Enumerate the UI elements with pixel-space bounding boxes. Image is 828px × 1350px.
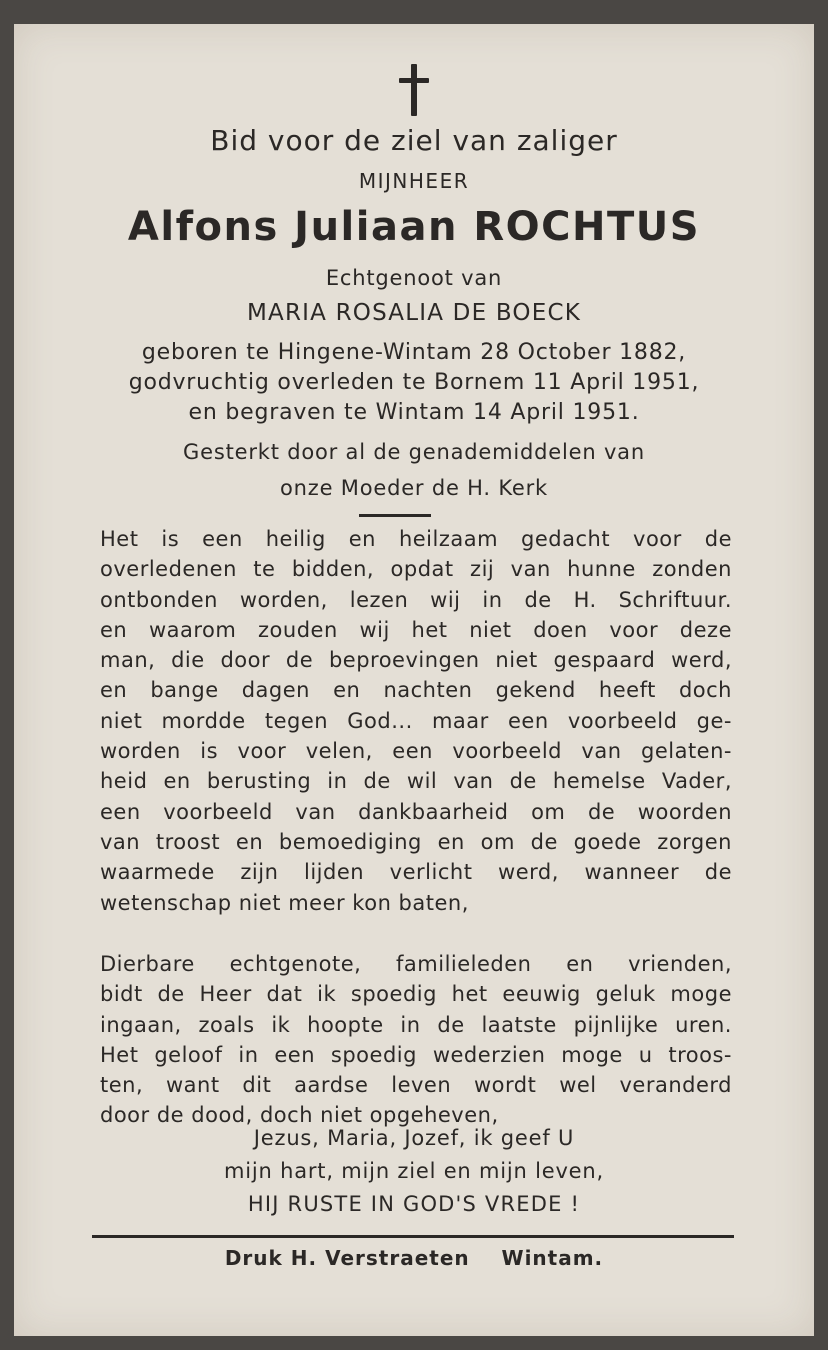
- text-line: ten, want dit aardse leven wordt wel veranderd: [100, 1073, 732, 1098]
- printer-credit: Druk H. Verstraeten Wintam.: [224, 1246, 604, 1270]
- text-line: overledenen te bidden, opdat zij van hunne zonden: [100, 557, 732, 582]
- prayer-line: Bid voor de ziel van zaliger: [210, 124, 618, 157]
- text-line: bidt de Heer dat ik spoedig het eeuwig geluk moge: [100, 982, 732, 1007]
- text-line: Het geloof in een spoedig wederzien moge u troos-: [100, 1042, 732, 1067]
- text-line: door de dood, doch niet opgeheven,: [100, 1103, 499, 1128]
- text-line: ingaan, zoals ik hoopte in de laatste pijnlijke uren.: [100, 1012, 732, 1037]
- text-line: en waarom zouden wij het niet doen voor deze: [100, 617, 732, 642]
- paragraph-scripture: [100, 524, 732, 918]
- text-line: man, die door de beproevingen niet gespaard werd,: [100, 648, 732, 673]
- rest-in-peace: HIJ RUSTE IN GOD'S VREDE !: [247, 1192, 581, 1216]
- text-line: Het is een heilig en heilzaam gedacht voor de: [100, 527, 732, 551]
- closing-prayer-2: mijn hart, mijn ziel en mijn leven,: [223, 1159, 604, 1183]
- honorific: MIJNHEER: [358, 169, 470, 193]
- long-divider: [92, 1235, 734, 1238]
- text-line: van troost en bemoediging en om de goede zorgen: [100, 829, 732, 854]
- birth-line: geboren te Hingene-Wintam 28 October 1882,: [141, 340, 687, 365]
- deceased-name: Alfons Juliaan ROCHTUS: [127, 204, 701, 250]
- text-line: heid en berusting in de wil van de hemelse Vader,: [100, 769, 732, 794]
- text-line: niet mordde tegen God... maar een voorbeeld ge-: [100, 708, 732, 733]
- closing-prayer-1: Jezus, Maria, Jozef, ik geef U: [253, 1126, 575, 1150]
- text-line: waarmede zijn lijden verlicht werd, wanneer de: [100, 860, 732, 885]
- text-line: en bange dagen en nachten gekend heeft doch: [100, 678, 732, 703]
- memorial-card: [14, 24, 814, 1336]
- cross-icon: [399, 64, 429, 118]
- sacraments-line-2: onze Moeder de H. Kerk: [280, 476, 548, 500]
- text-line: ontbonden worden, lezen wij in de H. Schriftuur.: [100, 587, 732, 612]
- sacraments-line-1: Gesterkt door al de genademiddelen van: [183, 440, 645, 464]
- text-line: wetenschap niet meer kon baten,: [100, 890, 469, 915]
- death-line: godvruchtig overleden te Bornem 11 April 1951,: [128, 370, 700, 395]
- spouse-label: Echtgenoot van: [325, 266, 503, 290]
- paragraph-farewell: [100, 949, 732, 1131]
- text-line: Dierbare echtgenote, familieleden en vrienden,: [100, 952, 732, 976]
- spouse-name: MARIA ROSALIA DE BOECK: [247, 300, 581, 326]
- text-line: worden is voor velen, een voorbeeld van gelaten-: [100, 739, 732, 764]
- text-line: een voorbeeld van dankbaarheid om de woorden: [100, 799, 732, 824]
- burial-line: en begraven te Wintam 14 April 1951.: [188, 400, 640, 425]
- short-divider: [359, 514, 431, 517]
